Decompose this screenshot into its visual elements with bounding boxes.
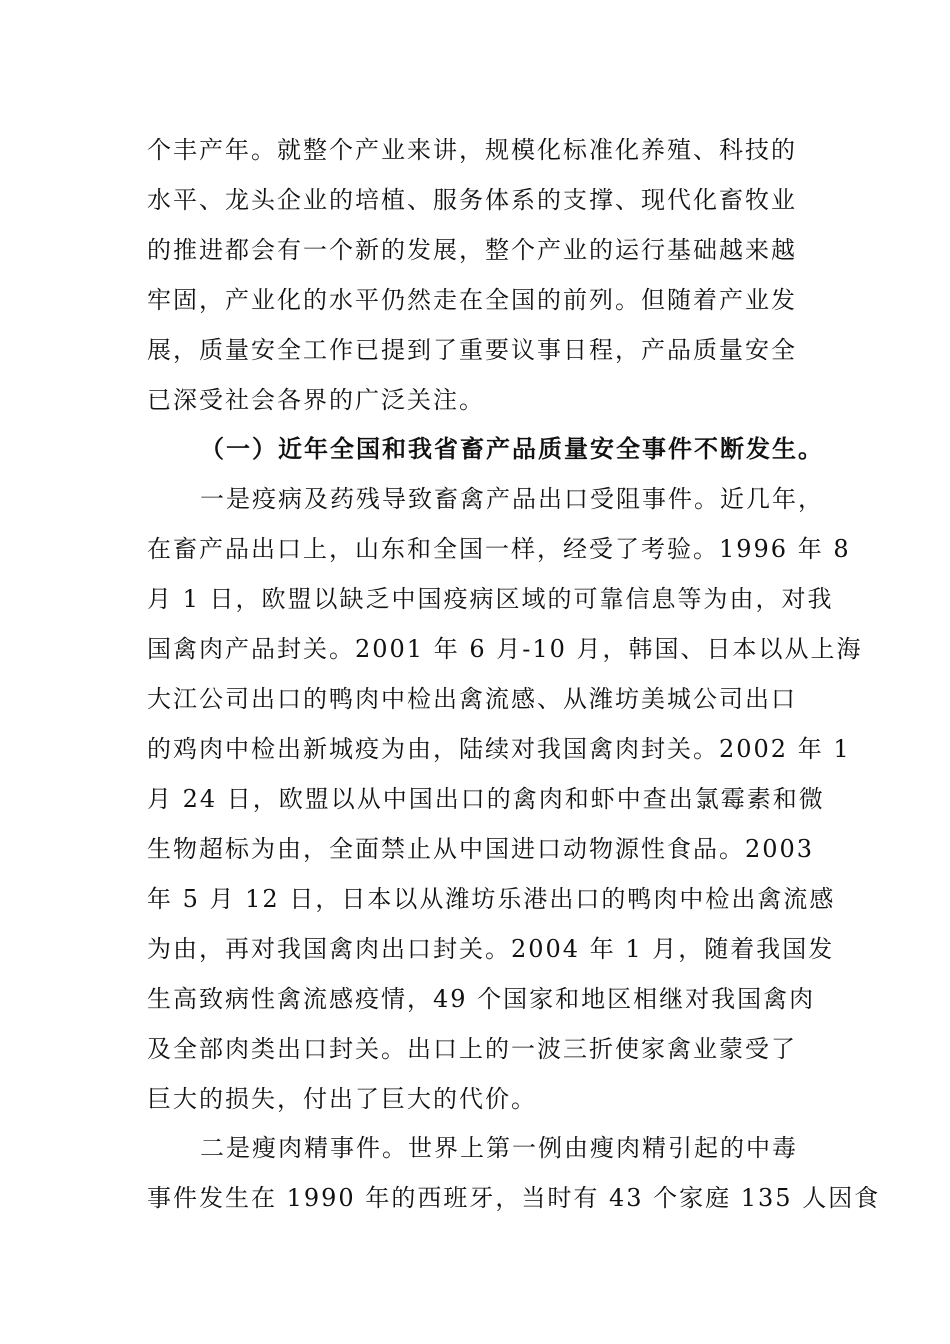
paragraph-3-line-1: 二是瘦肉精事件。世界上第一例由瘦肉精引起的中毒: [200, 1134, 798, 1162]
paragraph-1-line-5: 展，质量安全工作已提到了重要议事日程，产品质量安全: [147, 336, 797, 364]
paragraph-2-line-12: 及全部肉类出口封关。出口上的一波三折使家禽业蒙受了: [147, 1035, 797, 1063]
paragraph-2-line-9: 年 5 月 12 日，日本以从潍坊乐港出口的鸭肉中检出禽流感: [147, 885, 836, 913]
paragraph-2-line-7: 月 24 日，欧盟以从中国出口的禽肉和虾中查出氯霉素和微: [147, 785, 825, 813]
paragraph-2-line-11: 生高致病性禽流感疫情，49 个国家和地区相继对我国禽肉: [147, 985, 816, 1013]
paragraph-2-line-3: 月 1 日，欧盟以缺乏中国疫病区域的可靠信息等为由，对我: [147, 585, 834, 613]
paragraph-2-line-1: 一是疫病及药残导致畜禽产品出口受阻事件。近几年，: [200, 485, 824, 513]
paragraph-2-line-10: 为由，再对我国禽肉出口封关。2004 年 1 月，随着我国发: [147, 935, 835, 963]
paragraph-1-line-4: 牢固，产业化的水平仍然走在全国的前列。但随着产业发: [147, 286, 797, 314]
paragraph-1-line-1: 个丰产年。就整个产业来讲，规模化标准化养殖、科技的: [147, 136, 797, 164]
paragraph-2-line-2: 在畜产品出口上，山东和全国一样，经受了考验。1996 年 8: [147, 535, 851, 563]
paragraph-1-line-3: 的推进都会有一个新的发展，整个产业的运行基础越来越: [147, 236, 797, 264]
paragraph-3-line-2: 事件发生在 1990 年的西班牙，当时有 43 个家庭 135 人因食: [147, 1184, 881, 1212]
paragraph-2-line-6: 的鸡肉中检出新城疫为由，陆续对我国禽肉封关。2002 年 1: [147, 735, 851, 763]
section-heading: （一）近年全国和我省畜产品质量安全事件不断发生。: [200, 434, 824, 463]
paragraph-2-line-13: 巨大的损失，付出了巨大的代价。: [147, 1085, 537, 1113]
paragraph-2-line-5: 大江公司出口的鸭肉中检出禽流感、从潍坊美城公司出口: [147, 685, 797, 713]
paragraph-1-line-6: 已深受社会各界的广泛关注。: [147, 386, 485, 414]
paragraph-1-line-2: 水平、龙头企业的培植、服务体系的支撑、现代化畜牧业: [147, 186, 797, 214]
paragraph-2-line-8: 生物超标为由，全面禁止从中国进口动物源性食品。2003: [147, 835, 815, 863]
paragraph-2-line-4: 国禽肉产品封关。2001 年 6 月-10 月，韩国、日本以从上海: [147, 635, 863, 663]
